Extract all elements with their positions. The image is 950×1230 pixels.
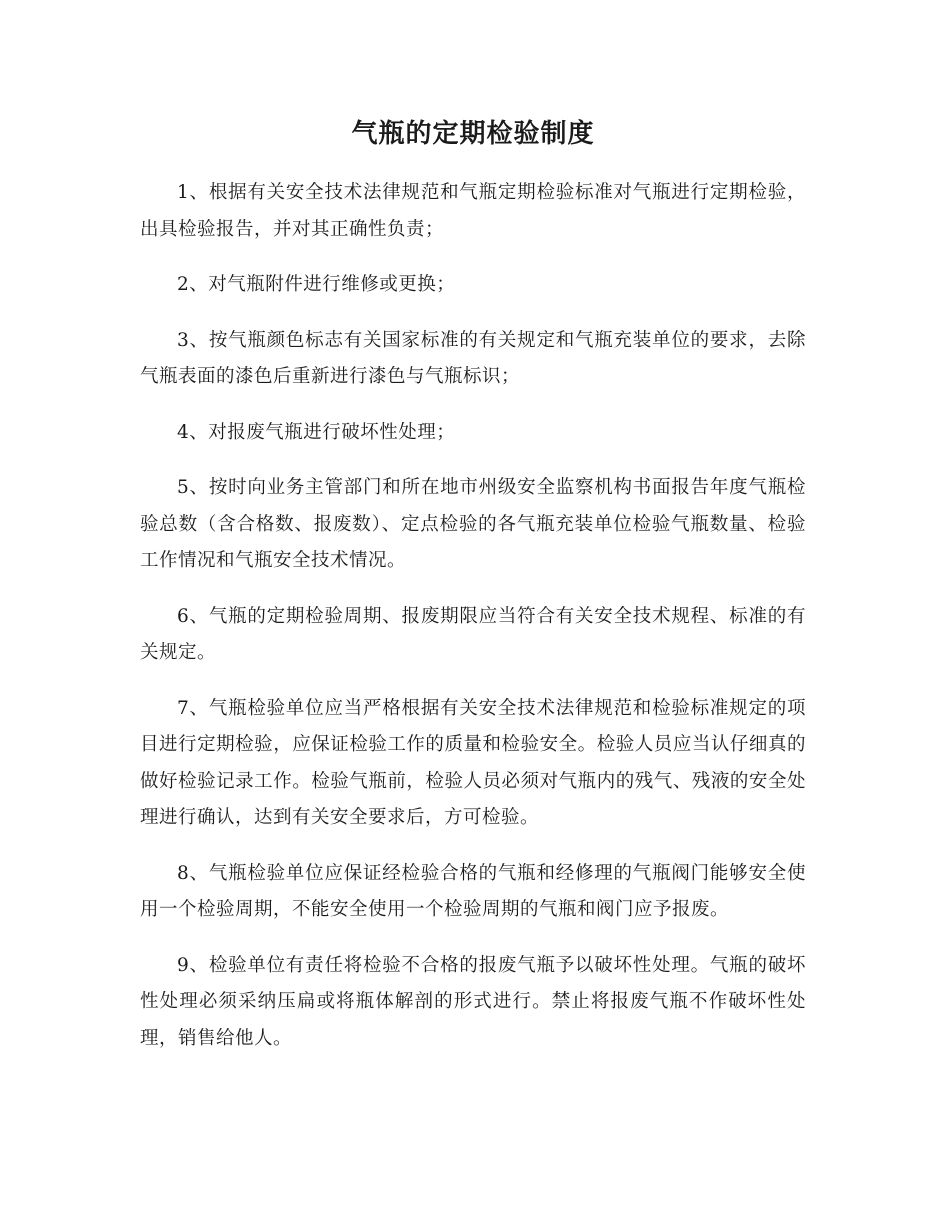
paragraph-7: 7、气瓶检验单位应当严格根据有关安全技术法律规范和检验标准规定的项目进行定期检验，应保证检验工作的质量和检验安全。检验人员应当认仔细真的做好检验记录工作。检验气瓶前，检验人员必须对气瓶内的残气、残液的安全处理进行确认，达到有关安全要求后，方可检验。 xyxy=(140,697,806,828)
paragraph-1: 1、根据有关安全技术法律规范和气瓶定期检验标准对气瓶进行定期检验，出具检验报告，并对其正确性负责； xyxy=(140,182,806,240)
document-title: 气瓶的定期检验制度 xyxy=(351,119,595,149)
paragraph-8: 8、气瓶检验单位应保证经检验合格的气瓶和经修理的气瓶阀门能够安全使用一个检验周期，不能安全使用一个检验周期的气瓶和阀门应予报废。 xyxy=(140,862,806,920)
paragraph-3: 3、按气瓶颜色标志有关国家标准的有关规定和气瓶充装单位的要求，去除气瓶表面的漆色后重新进行漆色与气瓶标识； xyxy=(140,329,806,387)
paragraph-9: 9、检验单位有责任将检验不合格的报废气瓶予以破坏性处理。气瓶的破坏性处理必须采纳压扁或将瓶体解剖的形式进行。禁止将报废气瓶不作破坏性处理，销售给他人。 xyxy=(140,954,806,1049)
paragraph-6: 6、气瓶的定期检验周期、报废期限应当符合有关安全技术规程、标准的有关规定。 xyxy=(140,605,806,663)
paragraph-2: 2、对气瓶附件进行维修或更换； xyxy=(177,274,456,295)
paragraph-5: 5、按时向业务主管部门和所在地市州级安全监察机构书面报告年度气瓶检验总数（含合格数、报废数）、定点检验的各气瓶充装单位检验气瓶数量、检验工作情况和气瓶安全技术情况。 xyxy=(140,477,806,571)
document-page xyxy=(140,112,806,1076)
paragraph-4: 4、对报废气瓶进行破坏性处理； xyxy=(177,421,456,443)
